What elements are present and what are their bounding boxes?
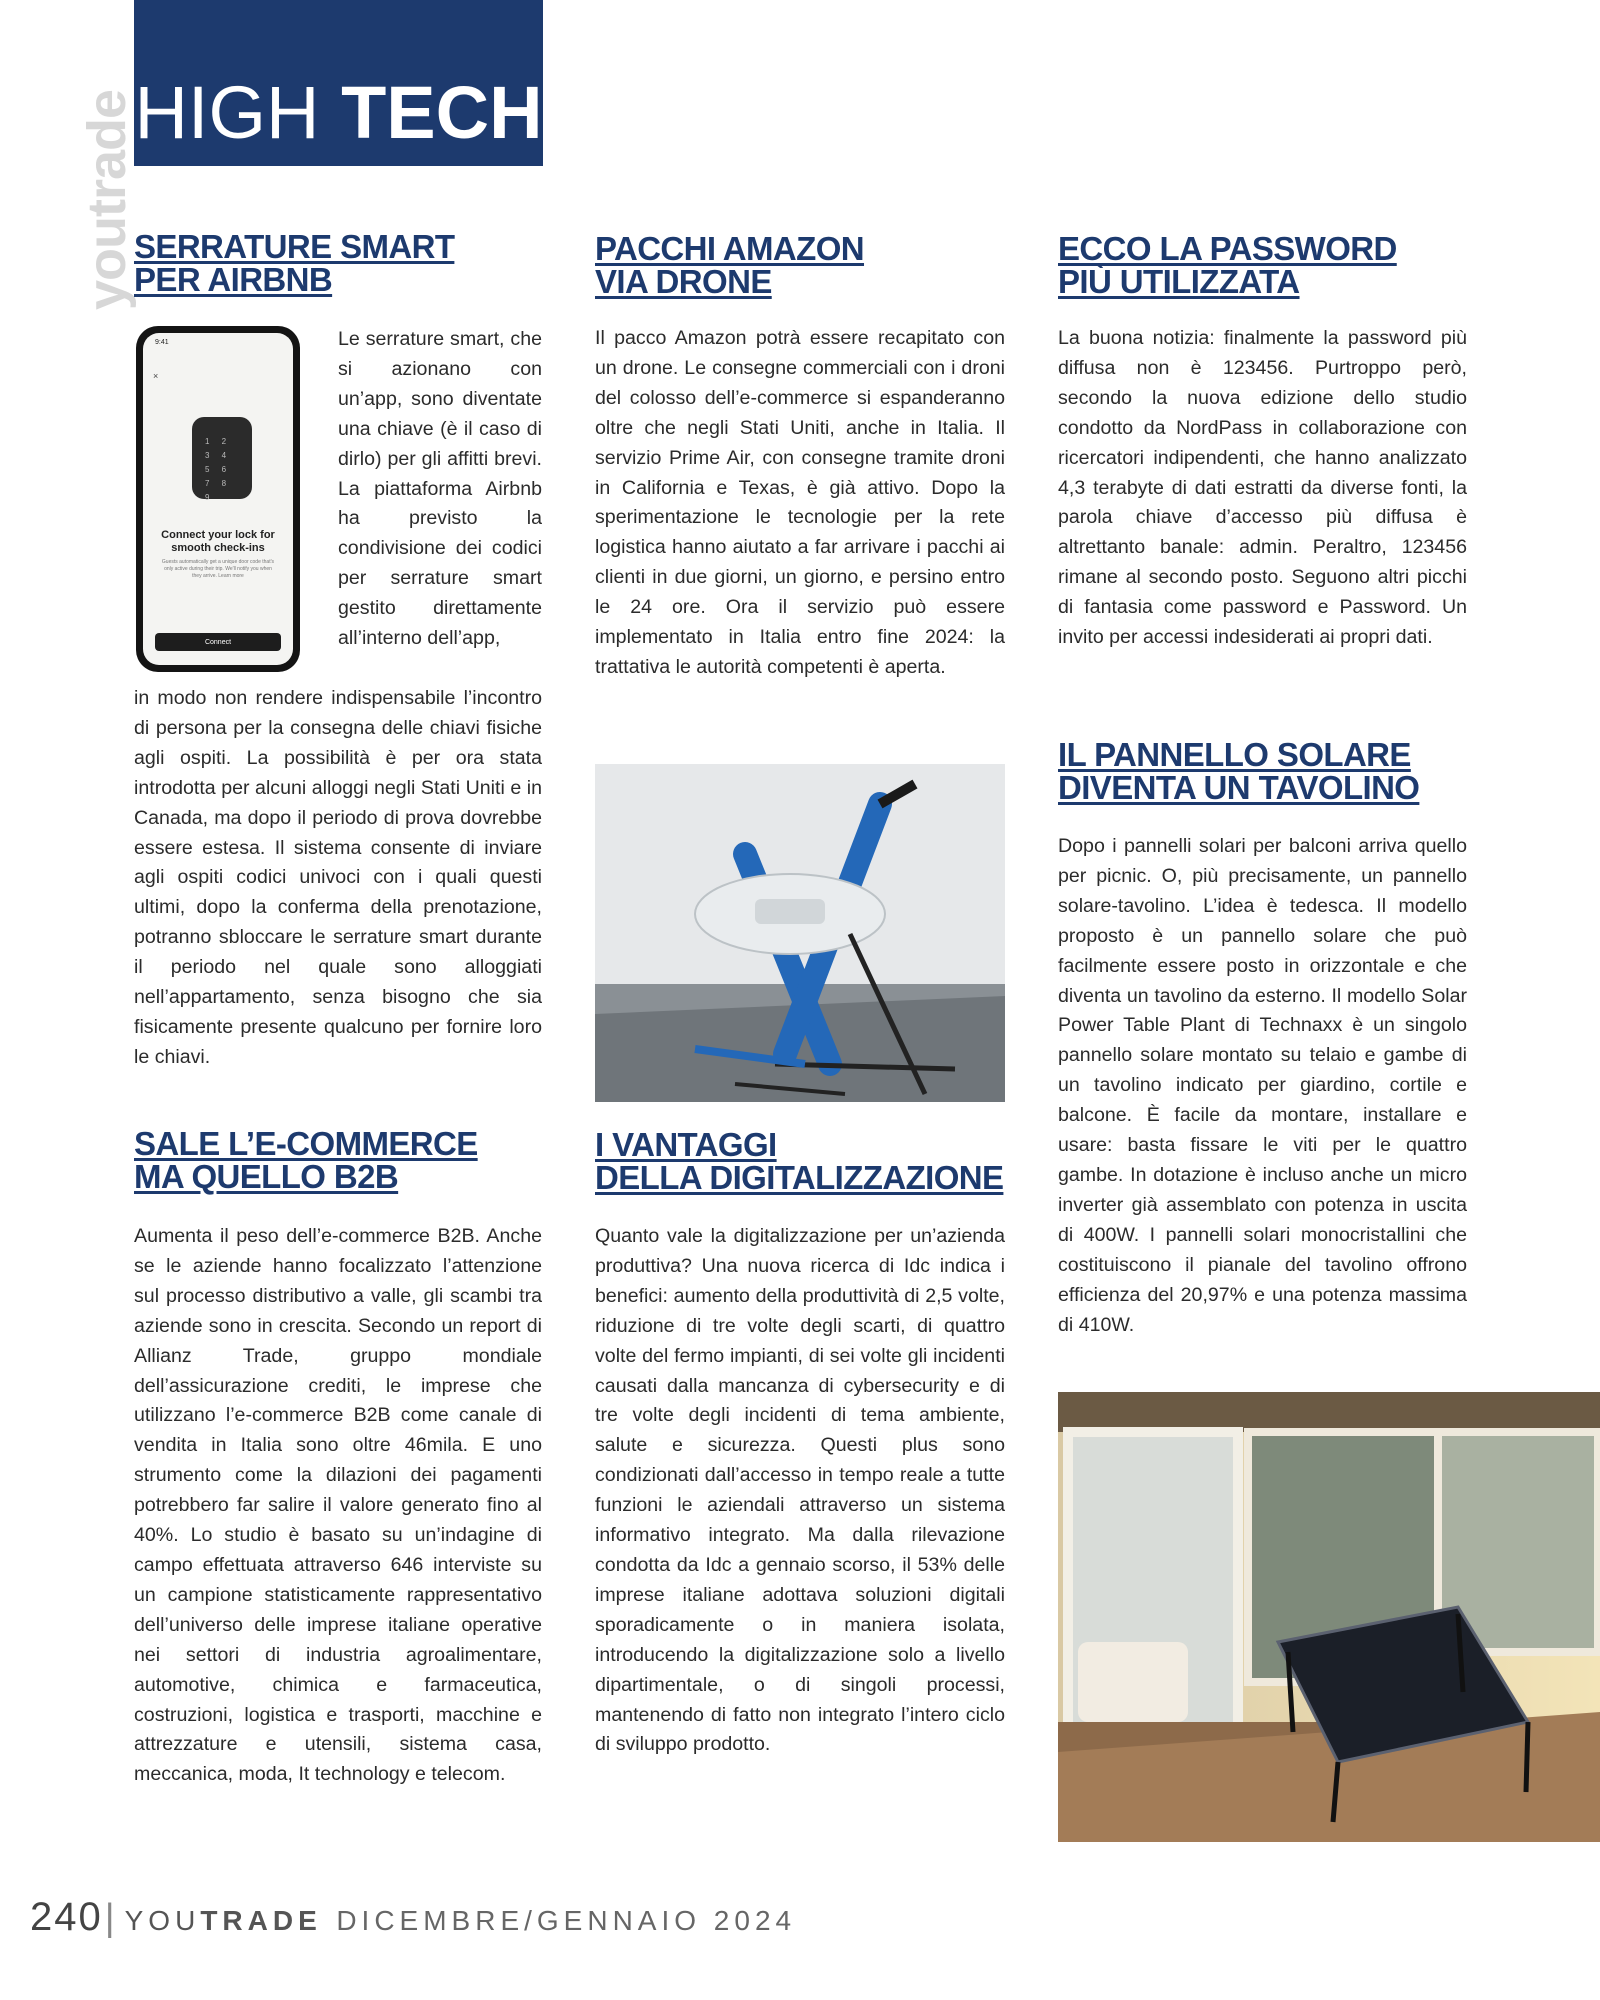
headline-ecommerce: SALE L’E-COMMERCE MA QUELLO B2B: [134, 1125, 478, 1195]
footer-brand: YOUTRADE: [124, 1905, 322, 1936]
drone-illustration: [595, 764, 1005, 1102]
section-title-bold: TECH: [341, 70, 543, 154]
article-amazon-body: Il pacco Amazon potrà essere recapitato con un drone. Le consegne commerciali con i droni del colosso dell’e-commerce si espanderanno oltre che negli Stati Uniti, anche in Italia. Il servizio Prime Air, con consegne tramite droni in California e Texas, è già attivo. Dopo la sperimentazione le tecnologie per la rete logistica hanno aiutato a far arrivare i pacchi ai clienti in due giorni, un giorno, e persino entro le 24 ore. Ora il servizio può essere implementato in Italia entro fine 2024: la trattativa le autorità competenti è aperta.: [595, 327, 1005, 678]
serrature-body-wrap: Le serrature smart, che si azionano con un’app, sono diventate una chiave (è il caso di dirlo) per gli affitti brevi. La piattaforma Airbnb ha previsto la condivisione dei codici per serrature smart gestito direttamente all’interno dell’app,: [338, 328, 542, 650]
phone-title: Connect your lock for smooth check-ins: [161, 529, 275, 554]
keypad-digits: 1 2 3 4 5 6 7 8 9: [205, 437, 232, 502]
headline-digitalizzazione: I VANTAGGI DELLA DIGITALIZZAZIONE: [595, 1126, 1004, 1196]
side-logo: youtrade: [77, 89, 137, 310]
drone-photo: [595, 764, 1005, 1102]
footer: 240| YOUTRADE DICEMBRE/GENNAIO 2024: [30, 1895, 797, 1939]
headline-pannello: IL PANNELLO SOLARE DIVENTA UN TAVOLINO: [1058, 736, 1420, 806]
solar-table-illustration: [1058, 1392, 1600, 1842]
phone-description: Guests automatically get a unique door code that's only active during their trip. We'll notify you when they arrive. Learn more: [161, 559, 275, 579]
smartphone-image: [136, 326, 300, 672]
section-title-light: HIGH: [134, 70, 320, 154]
solar-table-photo: [1058, 1392, 1600, 1842]
headline-serrature: SERRATURE SMART PER AIRBNB: [134, 228, 455, 298]
article-ecommerce-body: Aumenta il peso dell’e-commerce B2B. Anche se le aziende hanno focalizzato l’attenzione sul processo distributivo a valle, gli scambi tra aziende sono in crescita. Secondo un report di Allianz Trade, gruppo mondiale dell’assicurazione crediti, le imprese che utilizzano l’e-commerce B2B come canale di vendita in Italia sono oltre 46mila. E uno strumento come la dilazioni dei pagamenti potrebbero far salire il valore generato fino al 40%. Lo studio è basato su un’indagine di campo effettuata attraverso 646 interviste su un campione statisticamente rappresentativo dell’universo delle imprese italiane operative nei settori di industria agroalimentare, automotive, chimica e farmaceutica, costruzioni, logistica e trasporti, macchine e attrezzature e utensili, sistema casa, meccanica, moda, It technology e telecom.: [134, 1225, 542, 1786]
phone-connect-button: Connect: [155, 633, 281, 651]
page-number: 240: [30, 1895, 103, 1939]
headline-amazon: PACCHI AMAZON VIA DRONE: [595, 230, 865, 300]
serrature-body-full: in modo non rendere indispensabile l’incontro di persona per la consegna delle chiavi fisiche agli ospiti. La possibilità è per ora stata introdotta per alcuni alloggi negli Stati Uniti e in Canada, ma dopo il periodo di prova dovrebbe essere estesa. Il sistema consente di inviare agli ospiti codici univoci con i quali questi ultimi, dopo la conferma della prenotazione, potranno sbloccare le serrature smart durante il periodo nel quale sono alloggiati nell’appartamento, senza bisogno che sia fisicamente presente qualcuno per fornire loro le chiavi.: [134, 687, 542, 1068]
footer-issue: DICEMBRE/GENNAIO 2024: [336, 1905, 797, 1936]
article-password-body: La buona notizia: finalmente la password più diffusa non è 123456. Purtroppo però, secondo la nuova edizione dello studio condotto da NordPass in collaborazione con ricercatori indipendenti, che hanno analizzato 4,3 terabyte di dati estratti da diverse fonti, la parola chiave d’accesso più diffusa è altrettanto banale: admin. Peraltro, 123456 rimane al secondo posto. Seguono altri picchi di fantasia come password e Password. Un invito per accessi indesiderati ai propri dati.: [1058, 327, 1467, 649]
article-digitalizzazione-body: Quanto vale la digitalizzazione per un’azienda produttiva? Una nuova ricerca di Idc indica i benefici: aumento della produttività di 2,5 volte, riduzione di tre volte degli scarti, di quattro volte del fermo impianti, di sei volte gli incidenti causati dalla mancanza di cybersecurity e di tre volte degli incidenti di tema ambiente, salute e sicurezza. Questi plus sono condizionati dall’accesso in tempo reale a tutte funzioni le aziendali attraverso un sistema informativo integrato. Ma dalla rilevazione condotta da Idc a gennaio scorso, il 53% delle imprese italiane adottava soluzioni digitali sporadicamente o in maniera isolata, introducendo la digitalizzazione solo a livello dipartimentale, o di singoli processi, mantenendo di fatto non integrato l’intero ciclo di sviluppo prodotto.: [595, 1225, 1005, 1756]
headline-password: ECCO LA PASSWORD PIÙ UTILIZZATA: [1058, 230, 1397, 300]
article-pannello-body: Dopo i pannelli solari per balconi arriva quello per picnic. O, più precisamente, un pannello solare-tavolino. L’idea è tedesca. Il modello proposto è un pannello solare che può facilmente essere posto in orizzontale e che diventa un tavolino da esterno. Il modello Solar Power Table Plant di Technaxx è un singolo pannello solare montato su telaio e gambe di un tavolino indicato per giardino, cortile e balcone. È facile da montare, installare e usare: basta fissare le viti per le quattro gambe. In dotazione è incluso anche un micro inverter già assemblato con potenza in uscita di 400W. I pannelli solari monocristallini che costituiscono il pianale del tavolino offrono efficienza del 20,97% e una potenza massima di 410W.: [1058, 835, 1467, 1336]
section-header: [134, 0, 543, 166]
lock-keypad-icon: [192, 417, 252, 502]
phone-status-time: 9:41: [155, 339, 169, 346]
close-icon: ×: [153, 371, 159, 381]
